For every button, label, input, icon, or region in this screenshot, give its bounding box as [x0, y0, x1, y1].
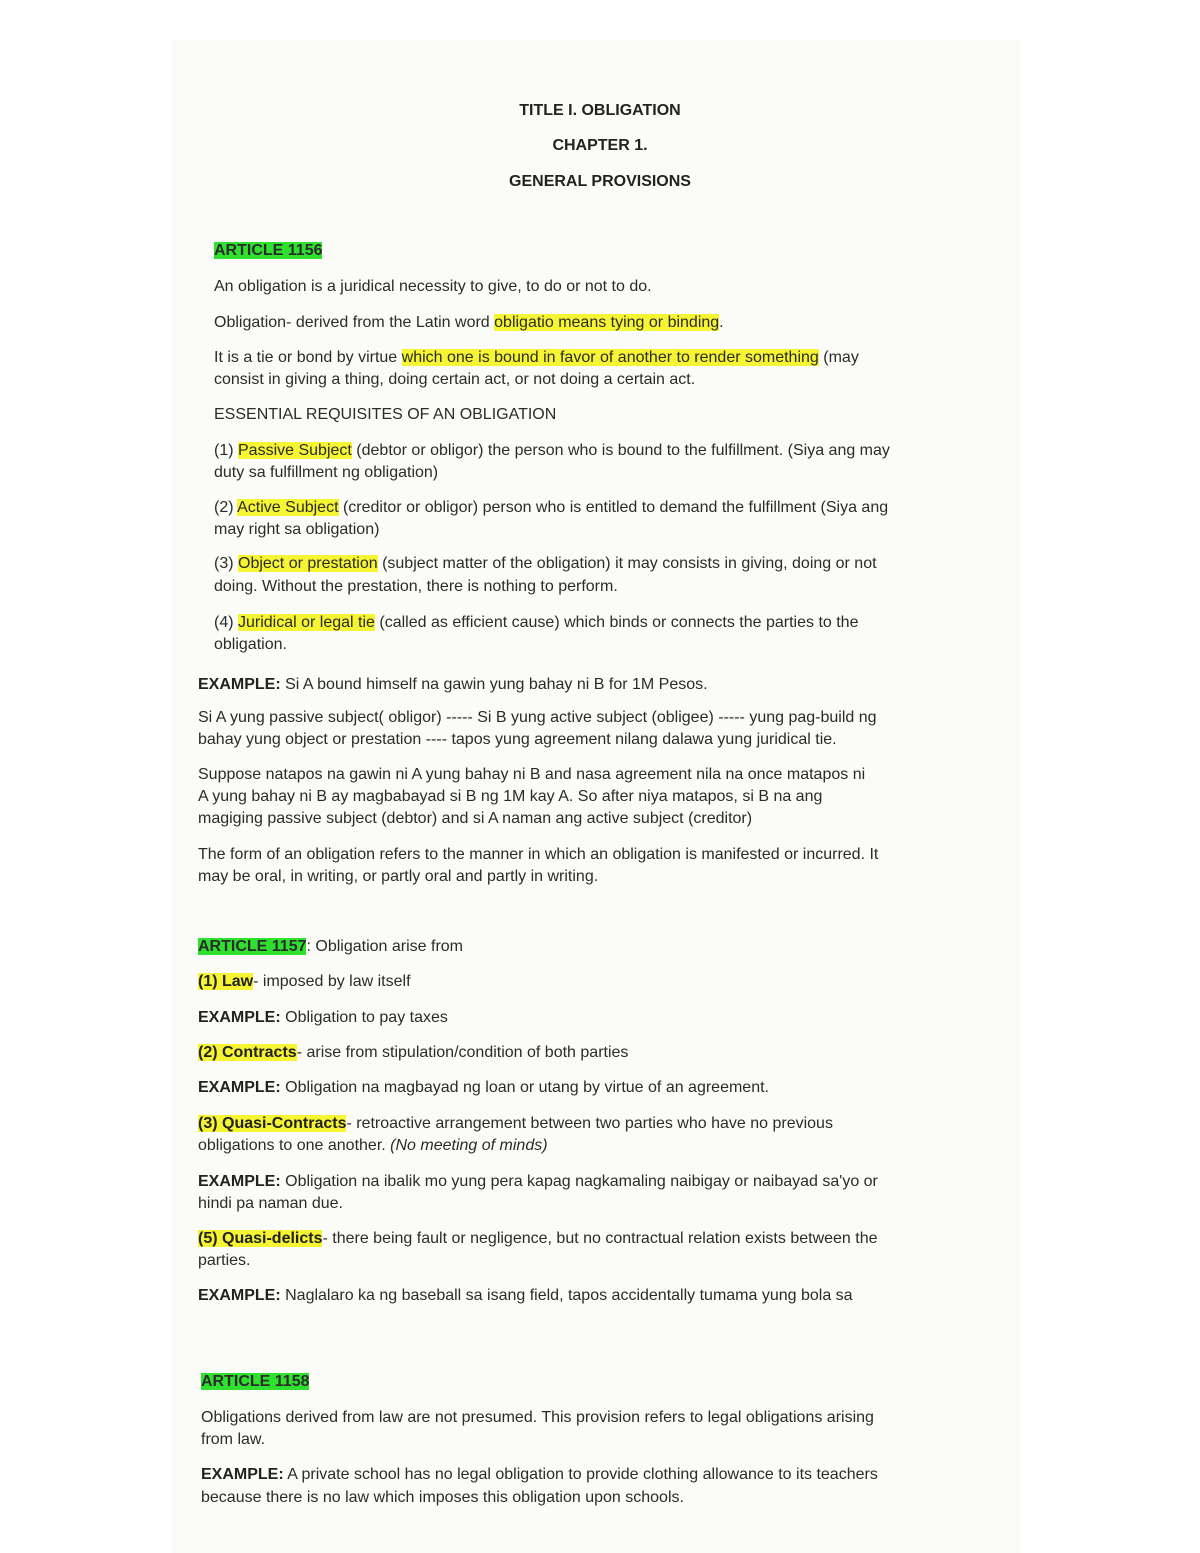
article-1158-text-line-2: from law. — [201, 1431, 266, 1448]
tie-or-bond-line-2: consist in giving a thing, doing certain act, or not doing a certain act. — [214, 371, 696, 388]
source-quasi-contracts-line-2: obligations to one another. (No meeting of minds) — [198, 1137, 548, 1154]
example-1156-explanation-line-1: Si A yung passive subject( obligor) ----- Si B yung active subject (obligee) ----- yung pag-build ng — [198, 709, 877, 726]
example-quasi-delicts: EXAMPLE: Naglalaro ka ng baseball sa isang field, tapos accidentally tumama yung bola sa — [198, 1287, 853, 1304]
example-1156-supposition-line-3: magiging passive subject (debtor) and si A naman ang active subject (creditor) — [198, 810, 753, 827]
obligation-etymology: Obligation- derived from the Latin word obligatio means tying or binding. — [214, 314, 724, 331]
requisite-juridical-tie: (4) Juridical or legal tie (called as efficient cause) which binds or connects the parties to the — [214, 614, 859, 631]
article-1156-heading: ARTICLE 1156 — [214, 242, 323, 259]
source-quasi-delicts: (5) Quasi-delicts- there being fault or negligence, but no contractual relation exists between the — [198, 1230, 878, 1247]
document-title: TITLE I. OBLIGATION — [519, 102, 681, 119]
example-1156-explanation-line-2: bahay yung object or prestation ---- tapos yung agreement nilang dalawa yung juridical tie. — [198, 731, 837, 748]
source-contracts: (2) Contracts- arise from stipulation/condition of both parties — [198, 1044, 629, 1061]
example-1158-line-2: because there is no law which imposes this obligation upon schools. — [201, 1489, 684, 1506]
example-law: EXAMPLE: Obligation to pay taxes — [198, 1009, 448, 1026]
requisite-active-subject-line-2: may right sa obligation) — [214, 521, 380, 538]
requisites-heading: ESSENTIAL REQUISITES OF AN OBLIGATION — [214, 406, 557, 423]
requisite-active-subject: (2) Active Subject (creditor or obligor) person who is entitled to demand the fulfillment (Siya ang — [214, 499, 889, 516]
example-1156: EXAMPLE: Si A bound himself na gawin yung bahay ni B for 1M Pesos. — [198, 676, 708, 693]
example-quasi-contracts-line-2: hindi pa naman due. — [198, 1195, 343, 1212]
requisite-passive-subject: (1) Passive Subject (debtor or obligor) the person who is bound to the fulfillment. (Siya ang may — [214, 442, 890, 459]
obligation-form-line-1: The form of an obligation refers to the manner in which an obligation is manifested or incurred. It — [198, 846, 879, 863]
tie-or-bond-line-1: It is a tie or bond by virtue which one is bound in favor of another to render something (may — [214, 349, 859, 366]
example-quasi-contracts: EXAMPLE: Obligation na ibalik mo yung pera kapag nagkamaling naibigay or naibayad sa'yo or — [198, 1173, 878, 1190]
chapter-heading: CHAPTER 1. — [552, 137, 648, 154]
requisite-passive-subject-line-2: duty sa fulfillment ng obligation) — [214, 464, 439, 481]
example-contracts: EXAMPLE: Obligation na magbayad ng loan or utang by virtue of an agreement. — [198, 1079, 769, 1096]
source-quasi-delicts-line-2: parties. — [198, 1252, 251, 1269]
example-1158: EXAMPLE: A private school has no legal obligation to provide clothing allowance to its teachers — [201, 1466, 878, 1483]
section-heading: GENERAL PROVISIONS — [509, 173, 691, 190]
article-1158-heading: ARTICLE 1158 — [201, 1373, 310, 1390]
example-1156-supposition-line-1: Suppose natapos na gawin ni A yung bahay ni B and nasa agreement nila na once matapos ni — [198, 766, 866, 783]
source-quasi-contracts: (3) Quasi-Contracts- retroactive arrangement between two parties who have no previous — [198, 1115, 833, 1132]
obligation-form-line-2: may be oral, in writing, or partly oral and partly in writing. — [198, 868, 599, 885]
article-1158-text-line-1: Obligations derived from law are not presumed. This provision refers to legal obligations arising — [201, 1409, 874, 1426]
requisite-object-line-2: doing. Without the prestation, there is nothing to perform. — [214, 578, 618, 595]
requisite-object: (3) Object or prestation (subject matter of the obligation) it may consists in giving, doing or not — [214, 555, 877, 572]
article-1156-definition: An obligation is a juridical necessity to give, to do or not to do. — [214, 278, 652, 295]
example-1156-supposition-line-2: A yung bahay ni B ay magbabayad si B ng 1M kay A. So after niya matapos, si B na ang — [198, 788, 823, 805]
source-law: (1) Law- imposed by law itself — [198, 973, 411, 990]
requisite-juridical-tie-line-2: obligation. — [214, 636, 287, 653]
article-1157-heading: ARTICLE 1157: Obligation arise from — [198, 938, 463, 955]
